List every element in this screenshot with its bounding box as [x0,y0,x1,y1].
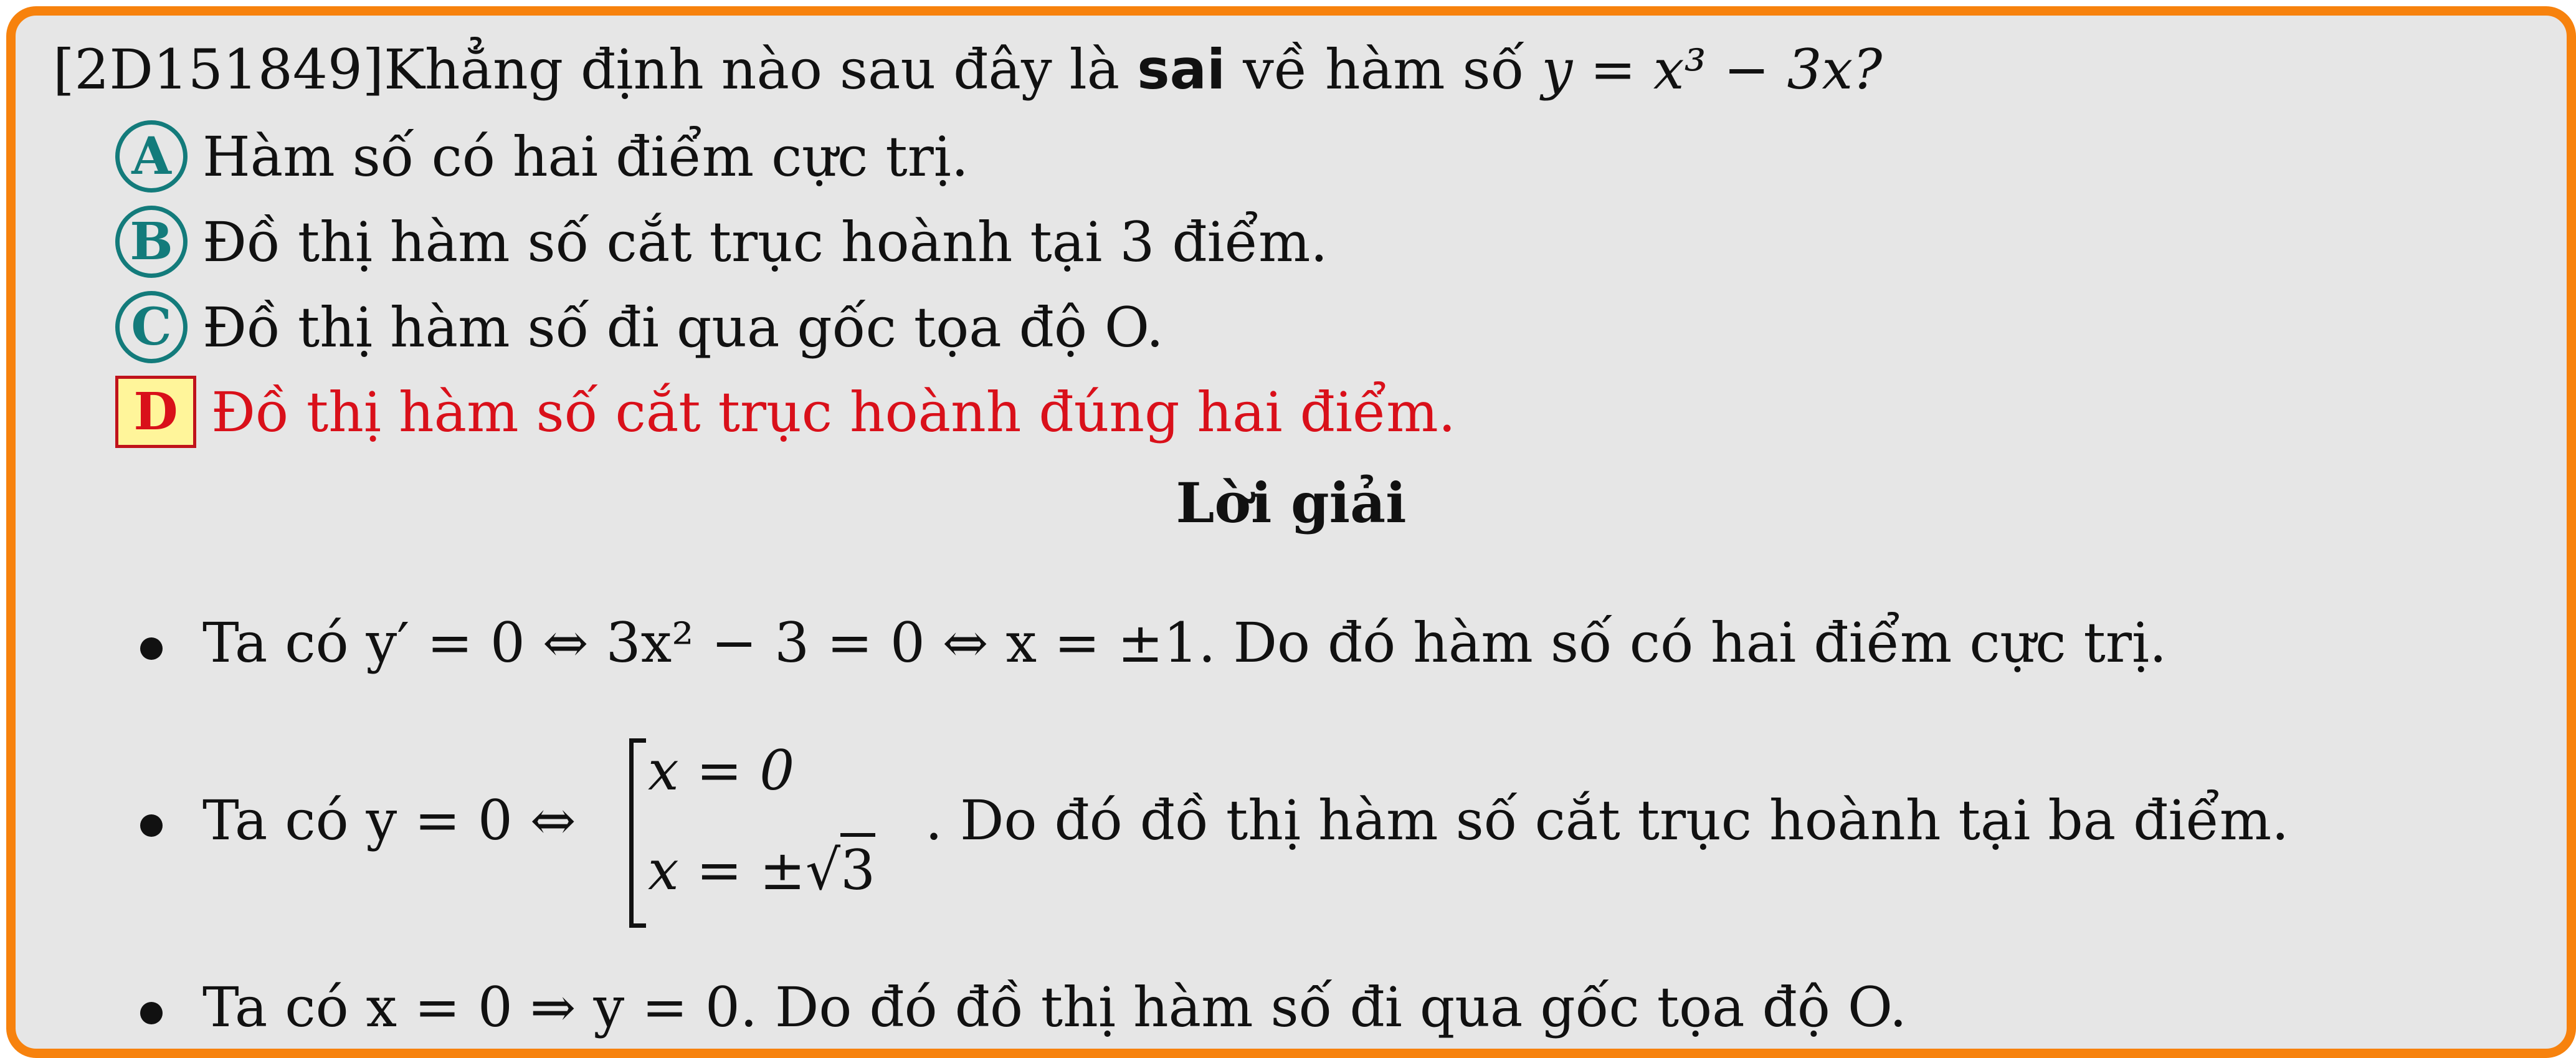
bullet-icon [140,1002,163,1024]
option-b-badge[interactable]: B [115,206,188,278]
question-formula: y = x³ − 3x? [1541,37,1883,102]
bullet-icon [140,814,163,837]
option-a[interactable] [115,120,969,193]
question-bold-word: sai [1137,37,1226,102]
bullet-icon [140,637,163,660]
option-c[interactable] [115,291,1164,363]
case-1: x = 0 [648,738,795,803]
case-2 [648,838,875,902]
sqrt-symbol: √ [806,838,841,902]
option-a-text: Hàm số có hai điểm cực trị. [202,124,969,189]
option-c-text: Đồ thị hàm số đi qua gốc tọa độ O. [202,295,1164,360]
option-c-badge[interactable]: C [115,291,188,363]
option-d-text: Đồ thị hàm số cắt trục hoành đúng hai điểm. [211,379,1456,444]
case-2-prefix: x = ± [648,838,806,902]
case-2-root: 3 [840,833,875,902]
option-b-text: Đồ thị hàm số cắt trục hoành tại 3 điểm. [202,209,1328,274]
question-prefix: [2D151849]Khẳng định nào sau đây là [53,37,1138,102]
solution-heading: Lời giải [1176,470,1407,535]
question-suffix: về hàm số [1225,37,1542,102]
cases-bracket [629,738,646,928]
question-text [53,37,1882,102]
option-d-badge[interactable]: D [115,376,196,448]
solution-line-1: Ta có y′ = 0 ⇔ 3x² − 3 = 0 ⇔ x = ±1. Do đó hàm số có hai điểm cực trị. [202,611,2167,675]
solution-line-2-end: . Do đó đồ thị hàm số cắt trục hoành tại ba điểm. [925,788,2289,852]
option-b[interactable] [115,206,1328,278]
question-card [6,6,2576,1058]
option-d-correct[interactable] [115,376,1456,448]
solution-line-2-start: Ta có y = 0 ⇔ [202,788,576,852]
solution-line-3: Ta có x = 0 ⇒ y = 0. Do đó đồ thị hàm số đi qua gốc tọa độ O. [202,975,1907,1039]
option-a-badge[interactable]: A [115,120,188,193]
